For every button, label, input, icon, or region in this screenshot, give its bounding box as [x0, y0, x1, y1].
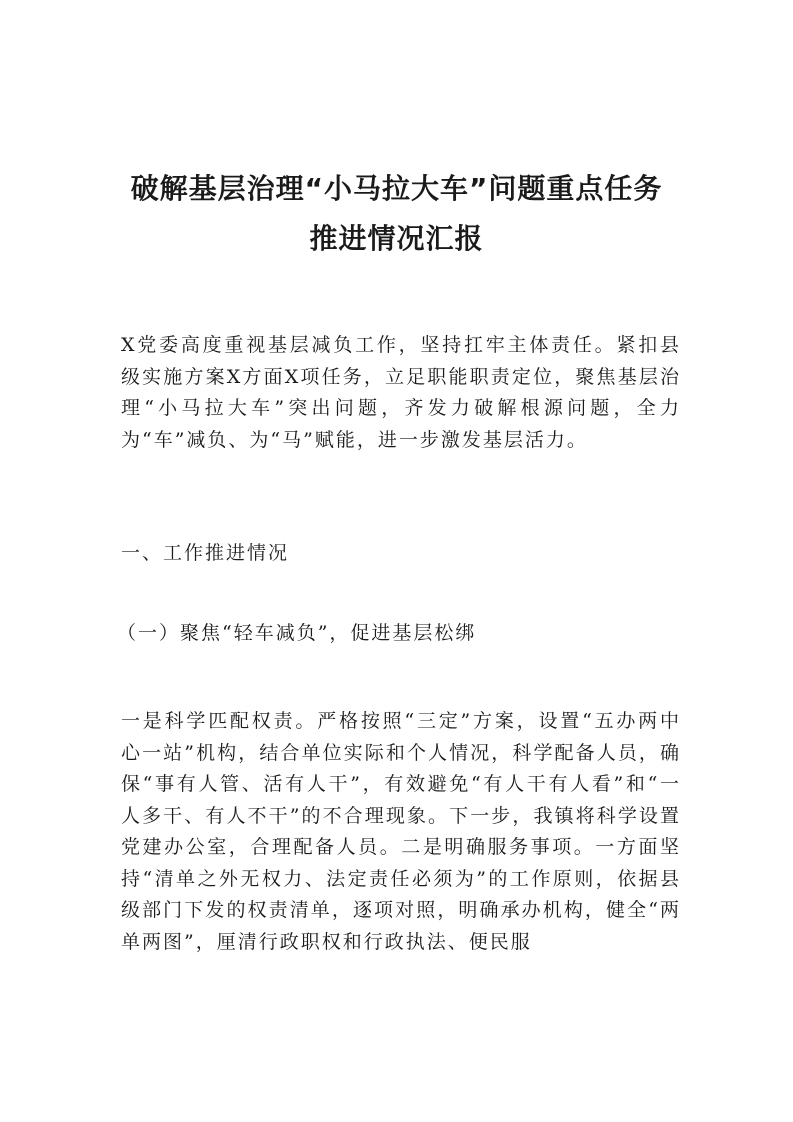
body-paragraph: 一是科学匹配权责。严格按照“三定”方案，设置“五办两中心一站”机构，结合单位实际和个人情况，科学配备人员，确保“事有人管、活有人干”，有效避免“有人干有人看”和“一人多干、有人不干”的不合理现象。下一步，我镇将科学设置党建办公室，合理配备人员。二是明确服务事项。一方面坚持“清单之外无权力、法定责任必须为”的工作原则，依据县级部门下发的权责清单，逐项对照，明确承办机构，健全“两单两图”，厘清行政职权和行政执法、便民服 — [121, 710, 681, 953]
subsection-heading: （一）聚焦“轻车减负”，促进基层松绑 — [117, 622, 477, 644]
document-title-line-1: 破解基层治理“小马拉大车”问题重点任务 — [130, 172, 663, 205]
document-title-line-2: 推进情况汇报 — [309, 222, 484, 255]
section-heading: 一、工作推进情况 — [121, 542, 290, 564]
intro-paragraph: X党委高度重视基层减负工作，坚持扛牢主体责任。紧扣县级实施方案X方面X项任务，立足职能职责定位，聚焦基层治理“小马拉大车”突出问题，齐发力破解根源问题，全力为“车”减负、为“马”赋能，进一步激发基层活力。 — [121, 334, 681, 451]
